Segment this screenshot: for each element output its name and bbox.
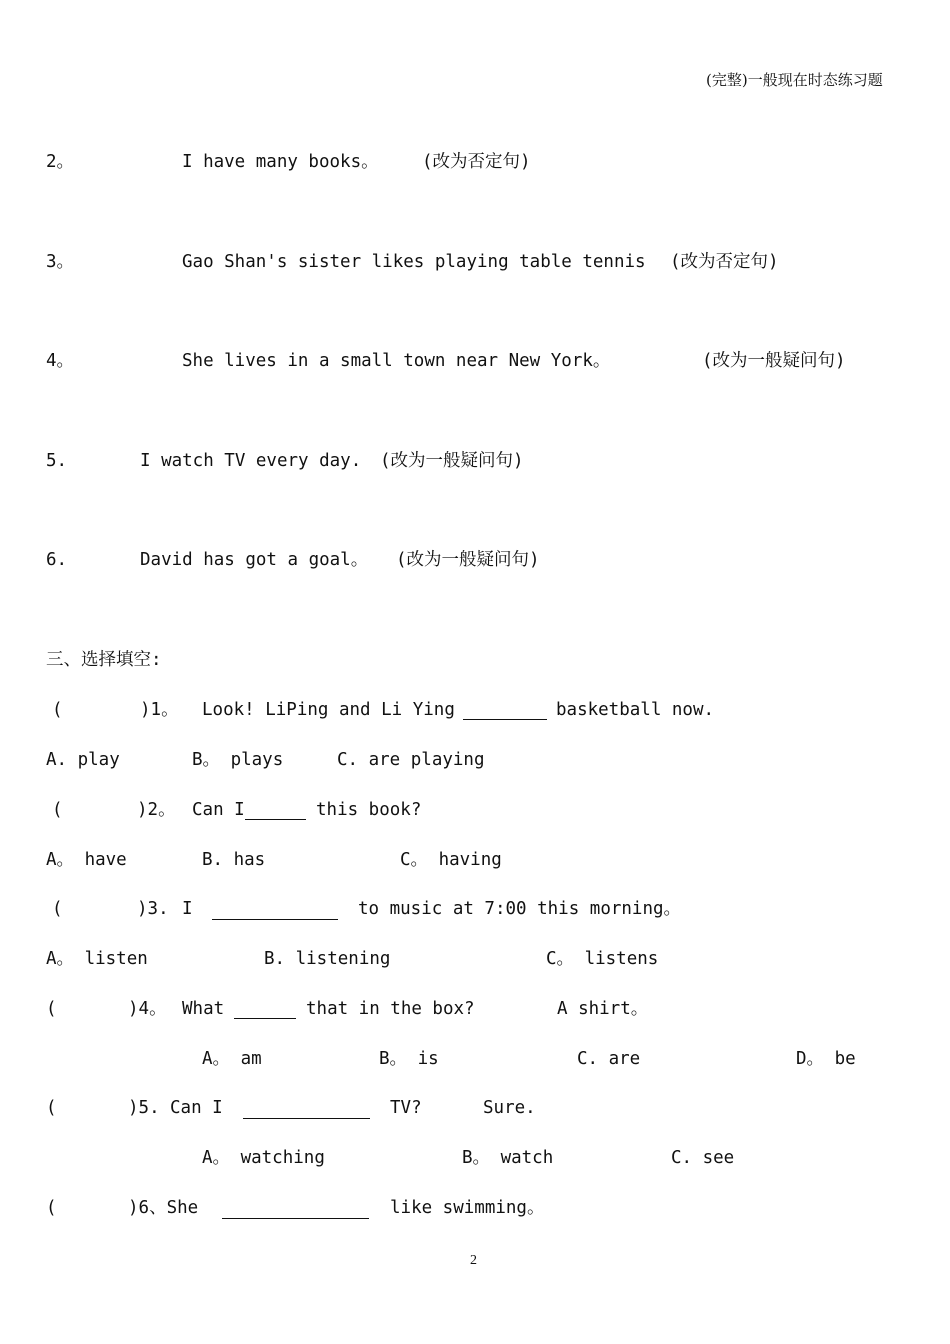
item-instruction: (改为一般疑问句) — [702, 351, 846, 371]
item-number: 5. — [46, 451, 68, 471]
question-number: )4。 — [128, 999, 167, 1019]
page-number: 2 — [470, 1253, 477, 1268]
option-c: C. are — [577, 1049, 641, 1069]
option-d: D。 be — [796, 1049, 856, 1069]
item-instruction: (改为一般疑问句) — [396, 550, 540, 570]
item-sentence: I have many books。 — [182, 152, 379, 172]
option-b: B。 is — [379, 1049, 439, 1069]
question-paren: ( — [46, 999, 57, 1019]
option-a: A。 am — [202, 1049, 262, 1069]
item-sentence: David has got a goal。 — [140, 550, 369, 570]
question-stem: Look! LiPing and Li Ying — [202, 700, 455, 720]
item-instruction: (改为一般疑问句) — [380, 451, 524, 471]
option-c: C. see — [671, 1148, 735, 1168]
option-b: B. listening — [264, 949, 391, 969]
item-number: 4。 — [46, 351, 75, 371]
question-paren: ( — [52, 700, 63, 720]
question-number: )2。 — [137, 800, 176, 820]
item-instruction: (改为否定句) — [670, 252, 779, 272]
option-b: B。 watch — [462, 1148, 554, 1168]
question-stem-end: to music at 7:00 this morning。 — [358, 899, 682, 919]
item-sentence: She lives in a small town near New York。 — [182, 351, 611, 371]
option-c: C. are playing — [337, 750, 485, 770]
question-stem: I — [182, 899, 193, 919]
question-stem-end: that in the box? — [306, 999, 475, 1019]
question-stem-end: TV? — [390, 1098, 422, 1118]
item-number: 6. — [46, 550, 68, 570]
dialogue-answer: Sure. — [483, 1098, 536, 1118]
question-number: )6、She — [128, 1198, 199, 1218]
question-paren: ( — [52, 899, 63, 919]
answer-blank[interactable] — [212, 901, 338, 920]
answer-blank[interactable] — [234, 1000, 296, 1019]
section-title: 三、选择填空: — [46, 650, 162, 670]
option-c: C。 listens — [546, 949, 659, 969]
answer-blank[interactable] — [243, 1100, 370, 1119]
option-b: B。 plays — [192, 750, 284, 770]
option-c: C。 having — [400, 850, 502, 870]
question-paren: ( — [52, 800, 63, 820]
question-stem: Can I — [170, 1098, 223, 1118]
item-sentence: I watch TV every day. — [140, 451, 362, 471]
question-number: )1。 — [140, 700, 179, 720]
item-sentence: Gao Shan's sister likes playing table tennis — [182, 252, 646, 272]
option-a: A。 listen — [46, 949, 148, 969]
option-a: A。 watching — [202, 1148, 325, 1168]
question-stem: Can I — [192, 800, 245, 820]
question-stem: What — [182, 999, 225, 1019]
question-number: )5. — [128, 1098, 160, 1118]
question-paren: ( — [46, 1098, 57, 1118]
answer-blank[interactable] — [222, 1200, 369, 1219]
question-stem-end: this book? — [316, 800, 422, 820]
answer-blank[interactable] — [463, 701, 547, 720]
question-number: )3. — [137, 899, 169, 919]
question-stem-end: basketball now. — [556, 700, 715, 720]
dialogue-answer: A shirt。 — [557, 999, 649, 1019]
item-number: 2。 — [46, 152, 75, 172]
option-b: B. has — [202, 850, 266, 870]
question-stem-end: like swimming。 — [390, 1198, 545, 1218]
answer-blank[interactable] — [245, 801, 306, 820]
page-header-title: (完整)一般现在时态练习题 — [706, 71, 883, 89]
question-paren: ( — [46, 1198, 57, 1218]
option-a: A. play — [46, 750, 120, 770]
item-instruction: (改为否定句) — [422, 152, 531, 172]
option-a: A。 have — [46, 850, 127, 870]
item-number: 3。 — [46, 252, 75, 272]
